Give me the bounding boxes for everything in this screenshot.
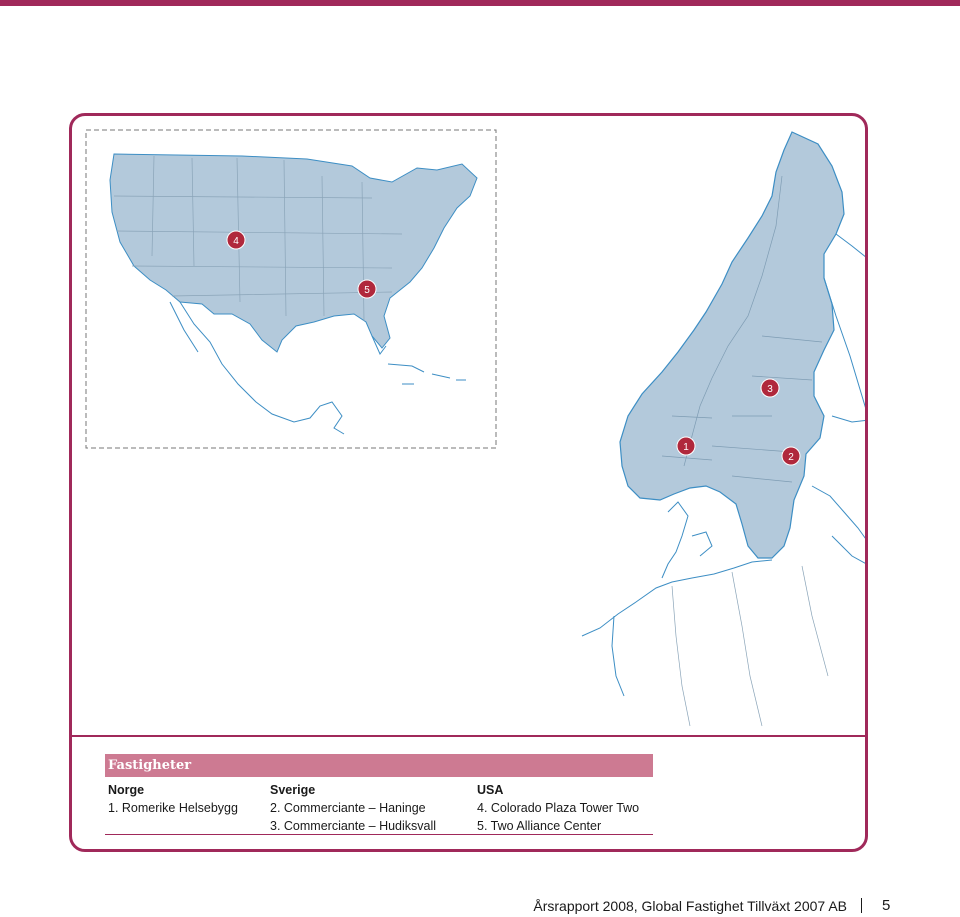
denmark-coast [662, 502, 712, 578]
legend-column-usa [477, 781, 639, 835]
marker-1[interactable] [677, 437, 695, 455]
legend-item: 5. Two Alliance Center [477, 819, 602, 833]
map-frame [69, 113, 868, 852]
svg-text:2: 2 [788, 452, 794, 463]
legend-column-sverige [270, 781, 436, 835]
marker-3[interactable] [761, 379, 779, 397]
page-footer [0, 897, 960, 915]
europe-coast [582, 560, 772, 696]
svg-text:4: 4 [233, 236, 239, 247]
top-rule [0, 0, 960, 6]
marker-4[interactable] [227, 231, 245, 249]
caribbean-islands [388, 364, 466, 384]
legend-divider [72, 735, 865, 737]
legend-heading: Sverige [270, 783, 316, 797]
scandinavia-landmass [620, 132, 844, 558]
page-number: 5 [882, 897, 891, 914]
legend-item: 4. Colorado Plaza Tower Two [477, 801, 640, 815]
usa-landmass [110, 154, 477, 352]
marker-2[interactable] [782, 447, 800, 465]
legend-item: 3. Commerciante – Hudiksvall [270, 819, 437, 833]
map-canvas [72, 116, 868, 735]
legend-item: 2. Commerciante – Haninge [270, 801, 426, 815]
footer-title: Årsrapport 2008, Global Fastighet Tillväxt 2007 AB [533, 898, 847, 914]
legend-item: 1. Romerike Helsebygg [108, 801, 238, 815]
svg-text:1: 1 [683, 442, 689, 453]
baltic-coast [812, 486, 868, 566]
footer-separator [861, 898, 862, 913]
marker-5[interactable] [358, 280, 376, 298]
legend-column-norge [108, 781, 238, 817]
legend-title: Fastigheter [105, 754, 653, 777]
legend [105, 754, 653, 838]
svg-text:5: 5 [364, 285, 370, 296]
legend-columns [105, 777, 653, 835]
legend-heading: USA [477, 783, 504, 797]
europe-borders [672, 566, 828, 726]
legend-heading: Norge [108, 783, 145, 797]
svg-text:3: 3 [767, 384, 773, 395]
baja-coast [170, 302, 198, 352]
